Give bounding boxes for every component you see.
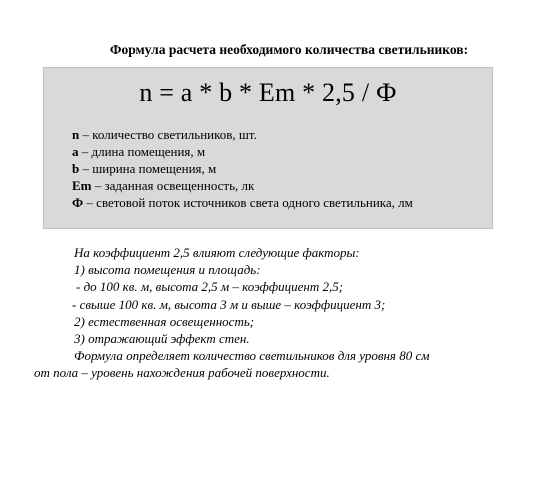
legend-text: – световой поток источников света одного светильника, лм: [83, 195, 413, 210]
legend-symbol: Ф: [72, 195, 84, 210]
factor-item-2: 2) естественная освещенность;: [74, 313, 255, 329]
formula-box: [43, 67, 493, 229]
legend-text: – ширина помещения, м: [79, 161, 217, 176]
legend-item-phi: [72, 194, 413, 211]
legend-text: – количество светильников, шт.: [79, 127, 257, 142]
legend-item-a: [72, 143, 413, 160]
legend-item-em: [72, 177, 413, 194]
legend-text: – длина помещения, м: [78, 144, 206, 159]
formula: n = a * b * Em * 2,5 / Ф: [139, 78, 397, 107]
conclusion-line-1: Формула определяет количество светильников для уровня 80 см: [74, 348, 430, 364]
legend-symbol: a: [72, 144, 79, 159]
factor-item-3: 3) отражающий эффект стен.: [74, 331, 250, 347]
page-heading: Формула расчета необходимого количества светильников:: [109, 42, 469, 57]
legend-symbol: n: [72, 127, 80, 142]
factors-notes: [34, 244, 504, 382]
factor-item-1: 1) высота помещения и площадь:: [74, 262, 261, 278]
legend-text: – заданная освещенность, лк: [91, 178, 255, 193]
legend-symbol: Em: [72, 178, 92, 193]
factor-item-1b: - свыше 100 кв. м, высота 3 м и выше – коэффициент 3;: [72, 296, 386, 312]
legend-symbol: b: [72, 161, 80, 176]
legend-item-n: [72, 126, 413, 143]
notes-intro: На коэффициент 2,5 влияют следующие факторы:: [74, 245, 360, 260]
legend-item-b: [72, 160, 413, 177]
conclusion-line-2: от пола – уровень нахождения рабочей поверхности.: [34, 365, 330, 381]
factor-item-1a: - до 100 кв. м, высота 2,5 м – коэффициент 2,5;: [76, 279, 344, 295]
variable-legend: [72, 126, 413, 211]
